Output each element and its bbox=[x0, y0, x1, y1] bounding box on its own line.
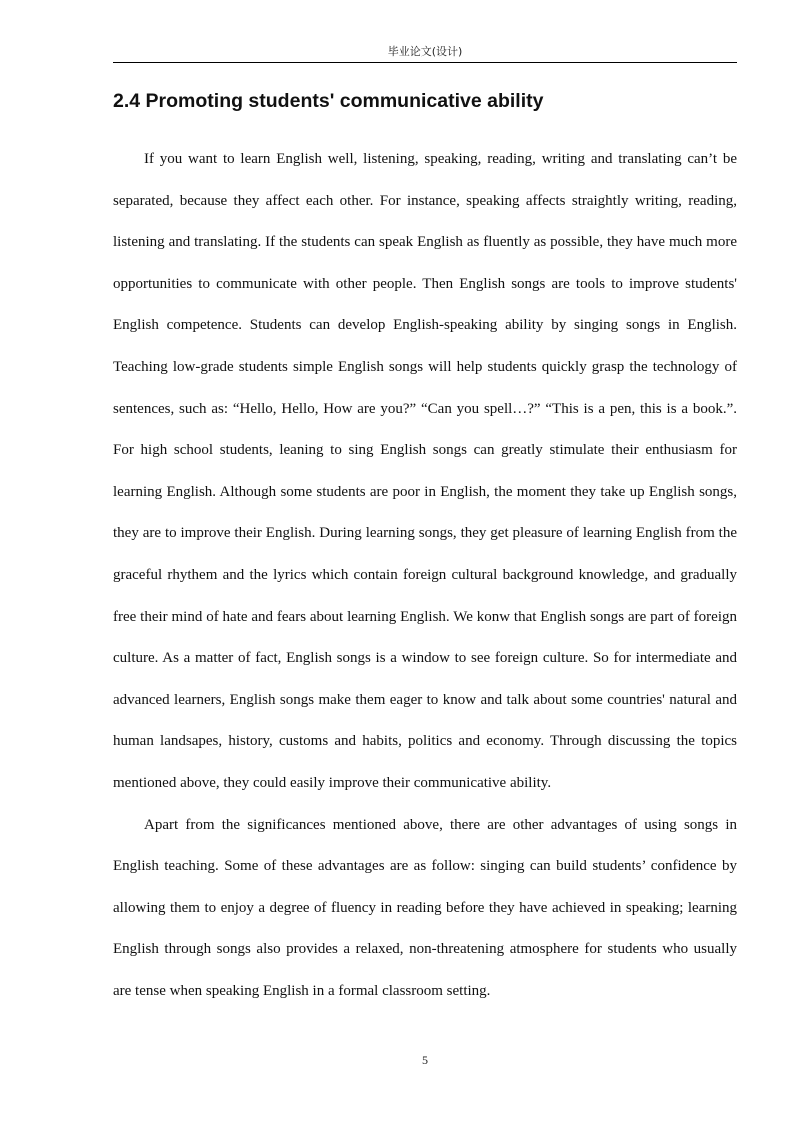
body-paragraph: Apart from the significances mentioned above, there are other advantages of using songs in English teaching. Some of these advantages are as follow: singing can build students’ confidence by allowing them to enjoy a degree of fluency in reading before they have achieved in speaking; learning English through songs also provides a relaxed, non-threatening atmosphere for students who usually are tense when speaking English in a formal classroom setting. bbox=[113, 816, 737, 999]
section-heading: 2.4 Promoting students' communicative ability bbox=[113, 90, 544, 112]
running-header: 毕业论文(设计) bbox=[387, 45, 463, 58]
page-number: 5 bbox=[422, 1053, 428, 1067]
header-divider bbox=[113, 62, 737, 63]
section-body bbox=[113, 139, 737, 1012]
body-paragraph: If you want to learn English well, listening, speaking, reading, writing and translating can’t be separated, because they affect each other. For instance, speaking affects straightly writing, reading, listening and translating. If the students can speak English as fluently as possible, they have much more opportunities to communicate with other people. Then English songs are tools to improve students' English competence. Students can develop English-speaking ability by singing songs in English. Teaching low-grade students simple English songs will help students quickly grasp the technology of sentences, such as: “Hello, Hello, How are you?” “Can you spell…?” “This is a pen, this is a book.”. For high school students, leaning to sing English songs can greatly stimulate their enthusiasm for learning English. Although some students are poor in English, the moment they take up English songs, they are to improve their English. During learning songs, they get pleasure of learning English from the graceful rhythem and the lyrics which contain foreign cultural background knowledge, and gradually free their mind of hate and fears about learning English. We konw that English songs are part of foreign culture. As a matter of fact, English songs is a window to see foreign culture. So for intermediate and advanced learners, English songs make them eager to know and talk about some countries' natural and human landsapes, history, customs and habits, politics and economy. Through discussing the topics mentioned above, they could easily improve their communicative ability. bbox=[113, 151, 737, 791]
